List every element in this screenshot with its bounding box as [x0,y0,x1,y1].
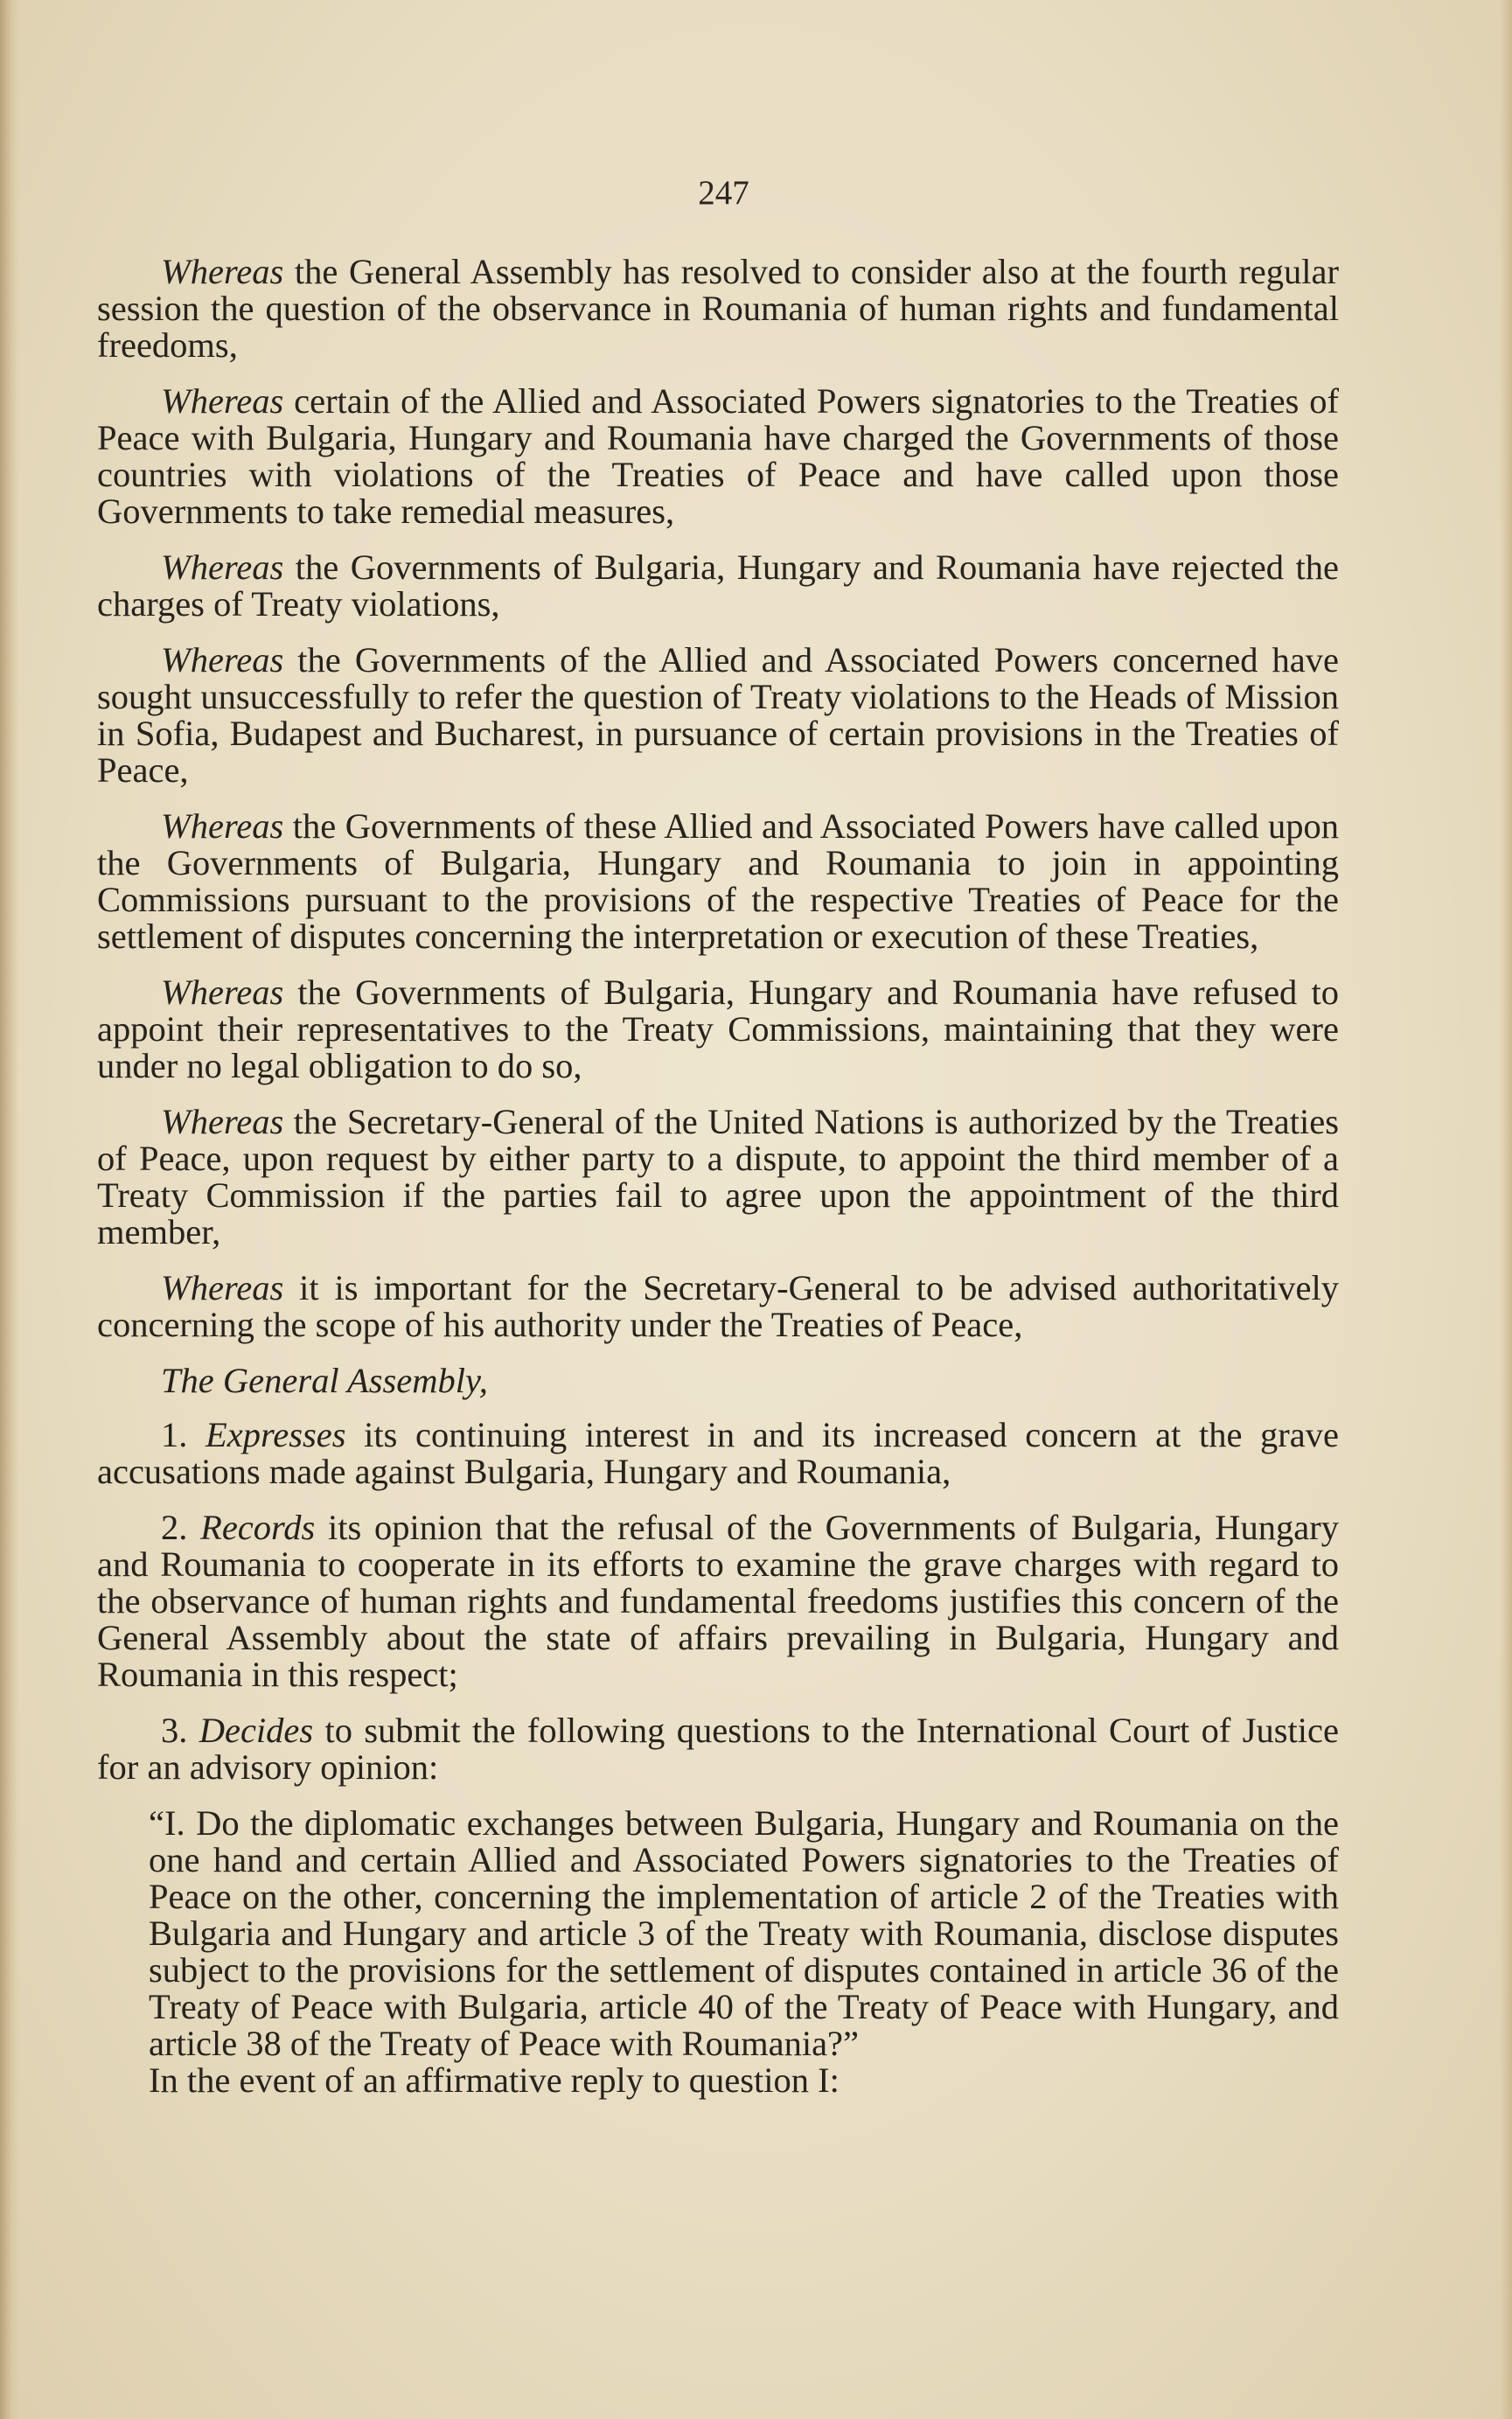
operative-paragraph-1 [97,1417,1339,1490]
resolution-text [97,254,1339,2099]
general-assembly-heading [97,1363,1339,1399]
operative-lead: Expresses [206,1415,346,1454]
whereas-lead: Whereas [161,547,284,587]
operative-paragraph-3 [97,1712,1339,1786]
whereas-lead: Whereas [161,806,284,846]
preamble-paragraph-1 [97,254,1339,364]
preamble-paragraph-7 [97,1104,1339,1251]
whereas-lead: Whereas [161,1268,284,1307]
preamble-paragraph-8 [97,1270,1339,1343]
preamble-paragraph-3 [97,549,1339,623]
preamble-paragraph-2 [97,383,1339,530]
page-edge-shadow-left [0,0,19,2419]
paragraph-text: the Governments of Bulgaria, Hungary and Roumania have rejected the charges of Treaty violations, [97,547,1339,624]
whereas-lead: Whereas [161,252,284,291]
preamble-paragraph-4 [97,642,1339,789]
paragraph-text: certain of the Allied and Associated Powers signatories to the Treaties of Peace with Bulgaria, Hungary and Roumania have charged the Governments of those countries with violations of the Treaties of Peace and have called upon those Governments to take remedial measures, [97,381,1339,531]
paragraph-text: its opinion that the refusal of the Governments of Bulgaria, Hungary and Roumania to cooperate in its efforts to examine the grave charges with regard to the observance of human rights and fundamental freedoms justifies this concern of the General Assembly about the state of affairs prevailing in Bulgaria, Hungary and Roumania in this respect; [97,1508,1339,1694]
closing-line: In the event of an affirmative reply to question I: [149,2060,840,2100]
paragraph-text: to submit the following questions to the International Court of Justice for an advisory opinion: [97,1711,1339,1787]
whereas-lead: Whereas [161,640,284,680]
paragraph-number: 3. [161,1711,199,1750]
page-edge-shadow-right [1500,0,1512,2419]
paragraph-text: its continuing interest in and its increased concern at the grave accusations made against Bulgaria, Hungary and Roumania, [97,1415,1339,1491]
paragraph-text: the Secretary-General of the United Nations is authorized by the Treaties of Peace, upon request by either party to a dispute, to appoint the third member of a Treaty Commission if the parties fail to agree upon the appointment of the third member, [97,1102,1339,1251]
paragraph-number: 1. [161,1415,206,1454]
operative-paragraph-2 [97,1509,1339,1693]
heading-text: The General Assembly, [161,1361,488,1400]
preamble-paragraph-6 [97,974,1339,1084]
paragraph-number: 2. [161,1508,201,1547]
whereas-lead: Whereas [161,972,284,1012]
paragraph-text: it is important for the Secretary-General to be advised authoritatively concerning the scope of his authority under the Treaties of Peace, [97,1268,1339,1344]
question-one-quote: “I. Do the diplomatic exchanges between Bulgaria, Hungary and Roumania on the one hand and certain Allied and Associated Powers signatories to the Treaties of Peace on the other, concerning the implementation of article 2 of the Treaties with Bulgaria and Hungary and article 3 of the Treaty with Roumania, disclose disputes subject to the provisions for the settlement of disputes contained in article 36 of the Treaty of Peace with Bulgaria, article 40 of the Treaty of Peace with Hungary, and article 38 of the Treaty of Peace with Roumania?” [149,1803,1339,2063]
whereas-lead: Whereas [161,381,284,421]
whereas-lead: Whereas [161,1102,284,1141]
operative-lead: Records [200,1508,316,1547]
operative-lead: Decides [199,1711,314,1750]
paragraph-text: the General Assembly has resolved to consider also at the fourth regular session the question of the observance in Roumania of human rights and fundamental freedoms, [97,252,1339,365]
paragraph-text: the Governments of these Allied and Associated Powers have called upon the Governments of Bulgaria, Hungary and Roumania to join in appointing Commissions pursuant to the provisions of the respective Treaties of Peace for the settlement of disputes concerning the interpretation or execution of these Treaties, [97,806,1339,956]
paragraph-text: the Governments of Bulgaria, Hungary and Roumania have refused to appoint their representatives to the Treaty Commissions, maintaining that they were under no legal obligation to do so, [97,972,1339,1085]
paragraph-text: the Governments of the Allied and Associated Powers concerned have sought unsuccessfully to refer the question of Treaty violations to the Heads of Mission in Sofia, Budapest and Bucharest, in pursuance of certain provisions in the Treaties of Peace, [97,640,1339,790]
preamble-paragraph-5 [97,808,1339,955]
page-number: 247 [698,174,749,212]
